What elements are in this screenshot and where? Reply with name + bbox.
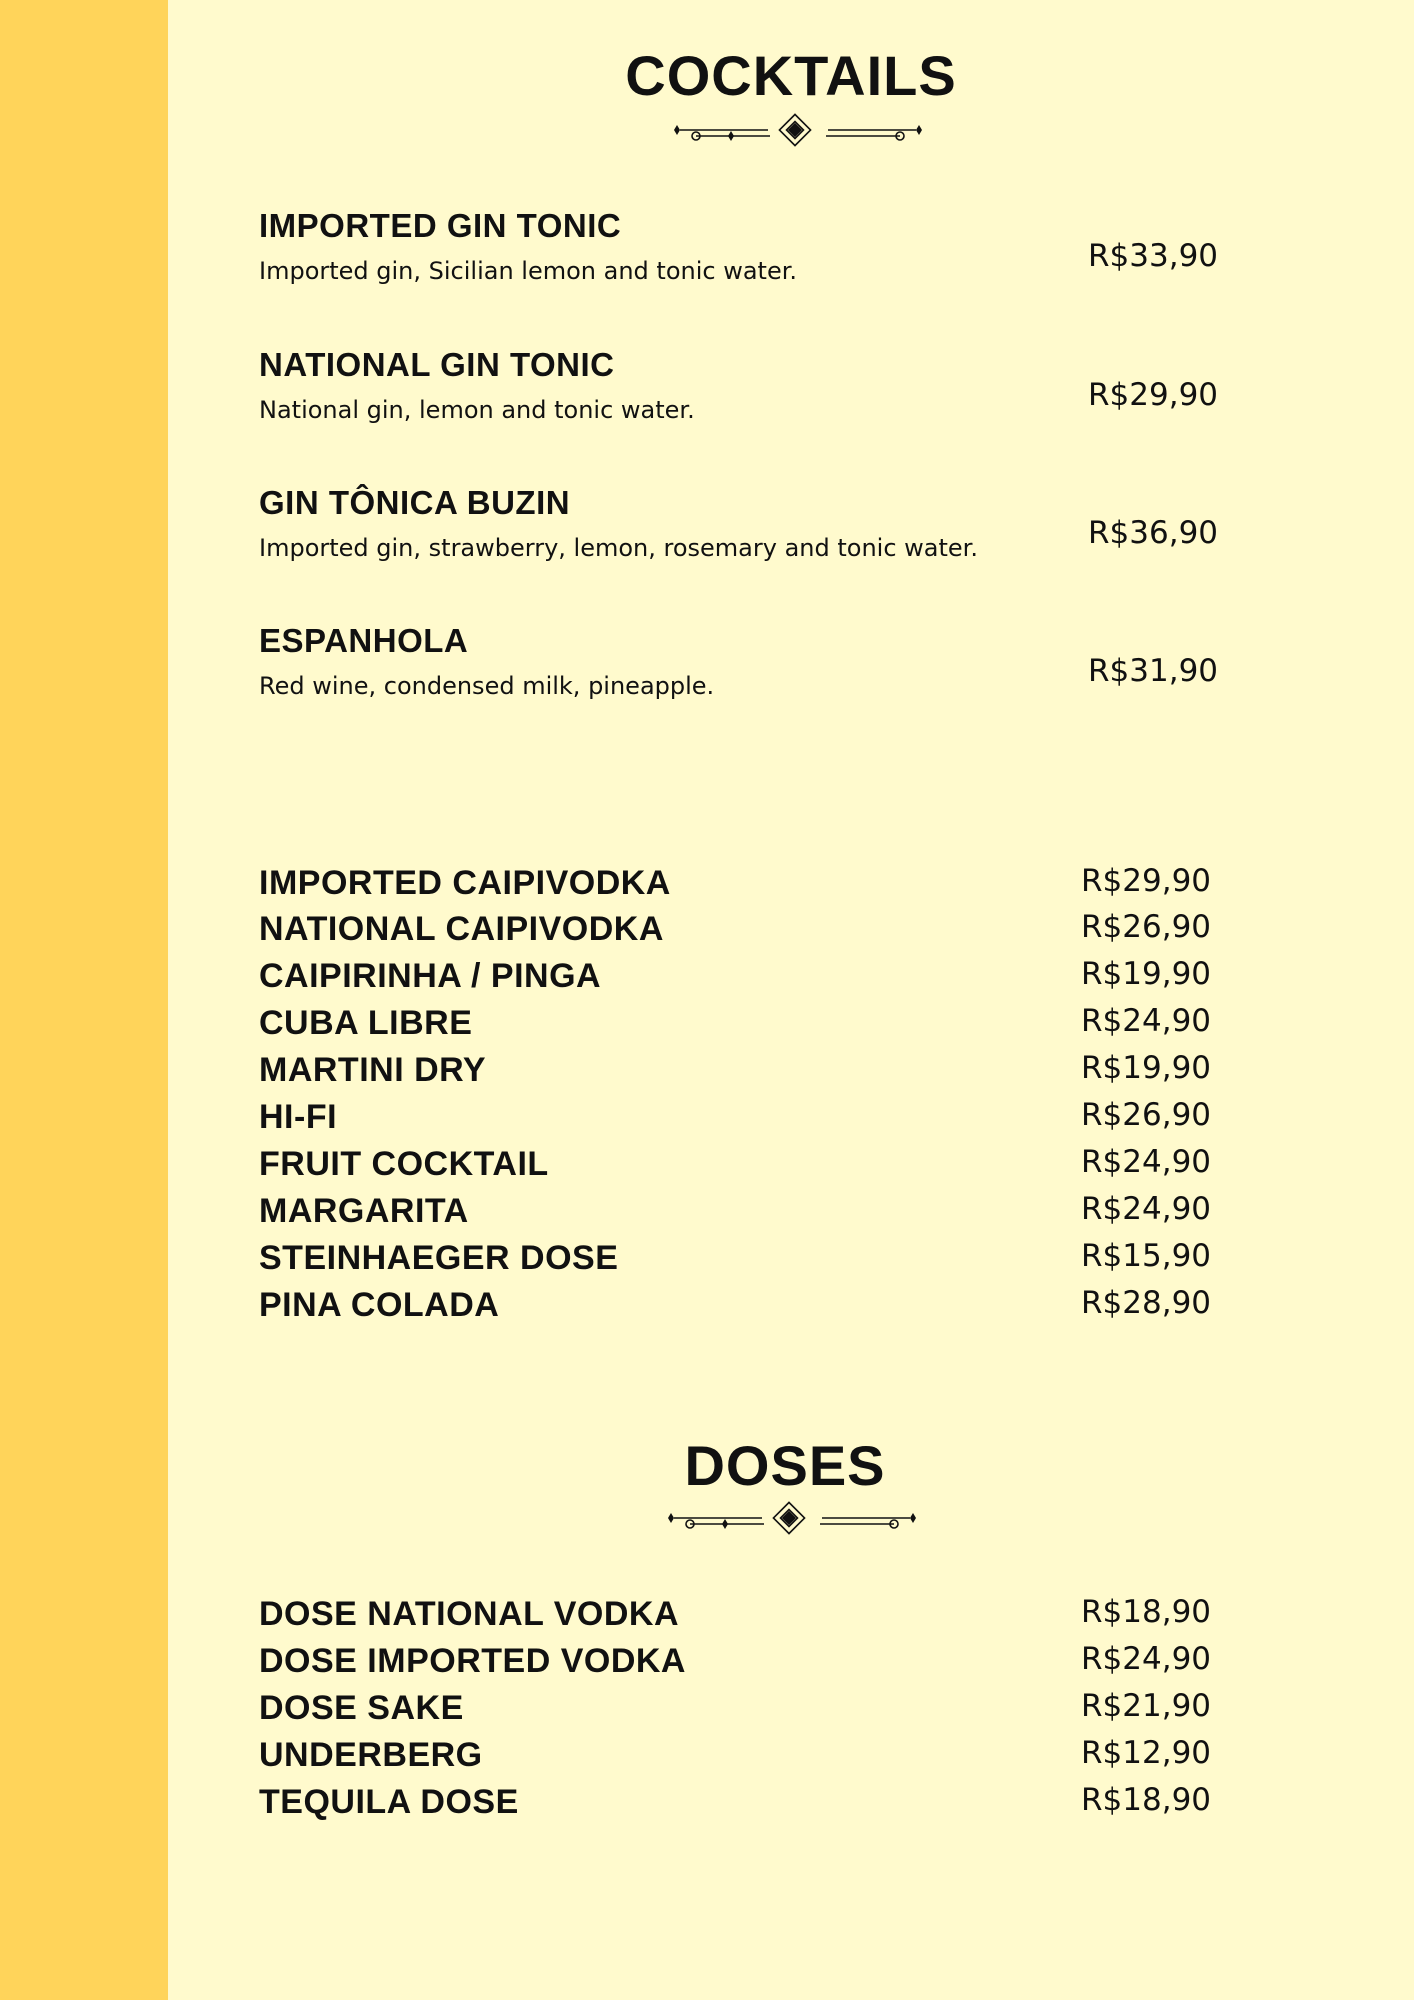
- menu-item-name: GIN TÔNICA BUZIN: [259, 484, 571, 521]
- menu-row-name: IMPORTED CAIPIVODKA: [259, 864, 671, 902]
- menu-row-price: R$26,90: [1081, 909, 1212, 945]
- menu-item-price: R$33,90: [1088, 238, 1219, 274]
- menu-item: [259, 209, 1279, 283]
- menu-row-name: MARTINI DRY: [259, 1051, 487, 1089]
- doses-title: DOSES: [684, 1434, 886, 1497]
- menu-row-name: NATIONAL CAIPIVODKA: [259, 910, 664, 948]
- menu-item: [259, 348, 1279, 422]
- menu-item-description: National gin, lemon and tonic water.: [259, 396, 695, 424]
- menu-row: [259, 1144, 1279, 1187]
- menu-row-name: TEQUILA DOSE: [259, 1783, 519, 1821]
- menu-row-name: STEINHAEGER DOSE: [259, 1239, 619, 1277]
- menu-row-price: R$24,90: [1081, 1641, 1212, 1677]
- menu-item-price: R$31,90: [1088, 653, 1219, 689]
- menu-row: [259, 956, 1279, 999]
- menu-row: [259, 1238, 1279, 1281]
- menu-row-name: HI-FI: [259, 1098, 338, 1136]
- menu-row-name: UNDERBERG: [259, 1736, 483, 1774]
- menu-item: [259, 486, 1279, 560]
- menu-row: [259, 1097, 1279, 1140]
- menu-row-price: R$15,90: [1081, 1238, 1212, 1274]
- menu-row: [259, 1641, 1279, 1684]
- menu-row-name: PINA COLADA: [259, 1286, 500, 1324]
- menu-row: [259, 1735, 1279, 1778]
- menu-item-price: R$29,90: [1088, 377, 1219, 413]
- menu-row: [259, 1688, 1279, 1731]
- menu-item-name: NATIONAL GIN TONIC: [259, 346, 615, 383]
- menu-row-name: MARGARITA: [259, 1192, 469, 1230]
- menu-row-price: R$12,90: [1081, 1735, 1212, 1771]
- decorative-sidebar: [0, 0, 168, 2000]
- menu-row-price: R$24,90: [1081, 1003, 1212, 1039]
- menu-row: [259, 1191, 1279, 1234]
- menu-row: [259, 1594, 1279, 1637]
- menu-row-price: R$29,90: [1081, 863, 1212, 899]
- menu-row-price: R$24,90: [1081, 1144, 1212, 1180]
- menu-row-price: R$19,90: [1081, 956, 1212, 992]
- menu-row: [259, 863, 1279, 906]
- menu-row-price: R$18,90: [1081, 1782, 1212, 1818]
- menu-row: [259, 909, 1279, 952]
- menu-item-description: Red wine, condensed milk, pineapple.: [259, 672, 715, 700]
- menu-row: [259, 1782, 1279, 1825]
- menu-row-price: R$19,90: [1081, 1050, 1212, 1086]
- menu-row-name: DOSE NATIONAL VODKA: [259, 1595, 680, 1633]
- menu-row-name: DOSE SAKE: [259, 1689, 464, 1727]
- ornament-divider-icon: [668, 112, 928, 152]
- menu-row-name: DOSE IMPORTED VODKA: [259, 1642, 686, 1680]
- menu-item-description: Imported gin, strawberry, lemon, rosemary and tonic water.: [259, 534, 978, 562]
- ornament-divider-icon: [662, 1500, 922, 1540]
- menu-row-name: FRUIT COCKTAIL: [259, 1145, 549, 1183]
- menu-row-price: R$21,90: [1081, 1688, 1212, 1724]
- menu-item-name: IMPORTED GIN TONIC: [259, 207, 622, 244]
- menu-item-price: R$36,90: [1088, 515, 1219, 551]
- menu-row-price: R$28,90: [1081, 1285, 1212, 1321]
- menu-row-price: R$24,90: [1081, 1191, 1212, 1227]
- menu-row: [259, 1003, 1279, 1046]
- menu-row-price: R$26,90: [1081, 1097, 1212, 1133]
- menu-row-name: CUBA LIBRE: [259, 1004, 473, 1042]
- menu-row-name: CAIPIRINHA / PINGA: [259, 957, 602, 995]
- menu-item-name: ESPANHOLA: [259, 622, 469, 659]
- menu-row: [259, 1050, 1279, 1093]
- menu-row: [259, 1285, 1279, 1328]
- menu-row-price: R$18,90: [1081, 1594, 1212, 1630]
- menu-item-description: Imported gin, Sicilian lemon and tonic water.: [259, 257, 798, 285]
- menu-item: [259, 624, 1279, 698]
- cocktails-title: COCKTAILS: [625, 44, 957, 107]
